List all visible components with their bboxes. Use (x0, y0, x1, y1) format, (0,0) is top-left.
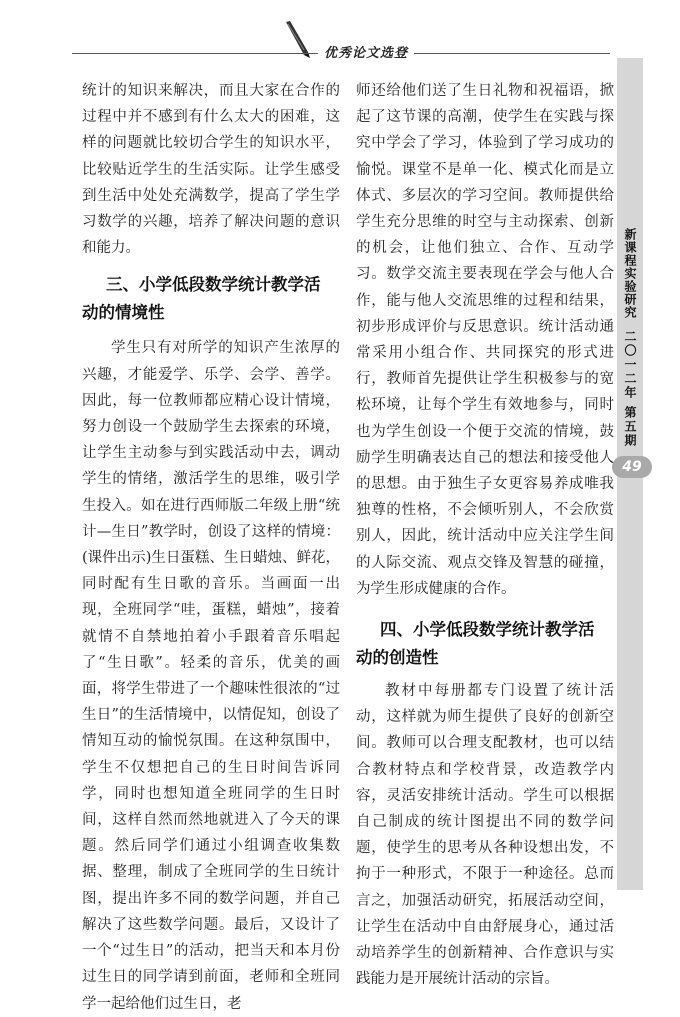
paragraph: 统计的知识来解决，而且大家在合作的过程中并不感到有什么太大的困难，这样的问题就比较切合学生的知识水平，比较贴近学生的生活实际。让学生感受到生活中处处充满数学，提高了学生学习数学的兴趣，培养了解决问题的意识和能力。 (82, 83, 340, 257)
section-title: 优秀论文选登 (318, 42, 414, 61)
section-heading (82, 271, 340, 327)
issue-info: 二〇一二年 第五期 (623, 330, 637, 449)
heading-line: 动的创造性 (356, 648, 439, 668)
journal-name: 新课程实验研究 (623, 228, 637, 319)
section-heading (356, 616, 614, 672)
heading-line: 四、小学低段数学统计教学活 (380, 620, 595, 640)
paragraph: 学生只有对所学的知识产生浓厚的兴趣，才能爱学、乐学、会学、善学。因此，每一位教师都应精心设计情境，努力创设一个鼓励学生去探索的环境，让学生主动参与到实践活动中去，调动学生的情绪，激活学生的思维，吸引学生投入。如在进行西师版二年级上册“统计—生日”教学时，创设了这样的情境：(课件出示)生日蛋糕、生日蜡烛、鲜花，同时配有生日歌的音乐。当画面一出现，全班同学“哇，蛋糕，蜡烛”，接着就情不自禁地拍着小手跟着音乐唱起了“生日歌”。轻柔的音乐，优美的画面，将学生带进了一个趣味性很浓的“过生日”的生活情境中，以情促知，创设了情知互动的愉悦氛围。在这种氛围中，学生不仅想把自己的生日时间告诉同学，同时也想知道全班同学的生日时间，这样自然而然地就进入了今天的课题。然后同学们通过小组调查收集数据、整理，制成了全班同学的生日统计图，提出许多不同的数学问题，并自己解决了这些数学问题。最后，又设计了一个“过生日”的活动，把当天和本月份过生日的同学请到前面，老师和全班同学一起给他们过生日，老 (82, 340, 340, 1012)
page-header (0, 0, 680, 70)
page-number: 49 (612, 456, 652, 478)
paragraph: 教材中每册都专门设置了统计活动，这样就为师生提供了良好的创新空间。教师可以合理支配教材，也可以结合教材特点和学校背景，改造教学内容，灵活安排统计活动。学生可以根据自己制成的统计图提出不同的数学问题，使学生的思考从各种设想出发，不拘于一种形式，不限于一种途径。总而言之，加强活动研究，拓展活动空间，让学生在活动中自由舒展身心，通过活动培养学生的创新精神、合作意识与实践能力是开展统计活动的宗旨。 (356, 683, 614, 988)
pen-nib-icon (282, 20, 316, 60)
paragraph: 师还给他们送了生日礼物和祝福语，掀起了这节课的高潮，使学生在实践与探究中学会了学习，体验到了学习成功的愉悦。课堂不是单一化、模式化而是立体式、多层次的学习空间。教师提供给学生充分思维的时空与主动探索、创新的机会，让他们独立、合作、互动学习。数学交流主要表现在学会与他人合作，能与他人交流思维的过程和结果，初步形成评价与反思意识。统计活动通常采用小组合作、共同探究的形式进行，教师首先提供让学生积极参与的宽松环境，让每个学生有效地参与，同时也为学生创设一个便于交流的情境，鼓励学生明确表达自己的想法和接受他人的思想。由于独生子女更容易养成唯我独尊的性格，不会倾听别人，不会欣赏别人，因此，统计活动中应关注学生间的人际交流、观点交锋及智慧的碰撞，为学生形成健康的合作。 (356, 83, 614, 597)
heading-line: 动的情境性 (82, 303, 165, 323)
heading-line: 三、小学低段数学统计教学活 (106, 275, 321, 295)
right-column (356, 78, 614, 993)
left-column (82, 78, 340, 1017)
